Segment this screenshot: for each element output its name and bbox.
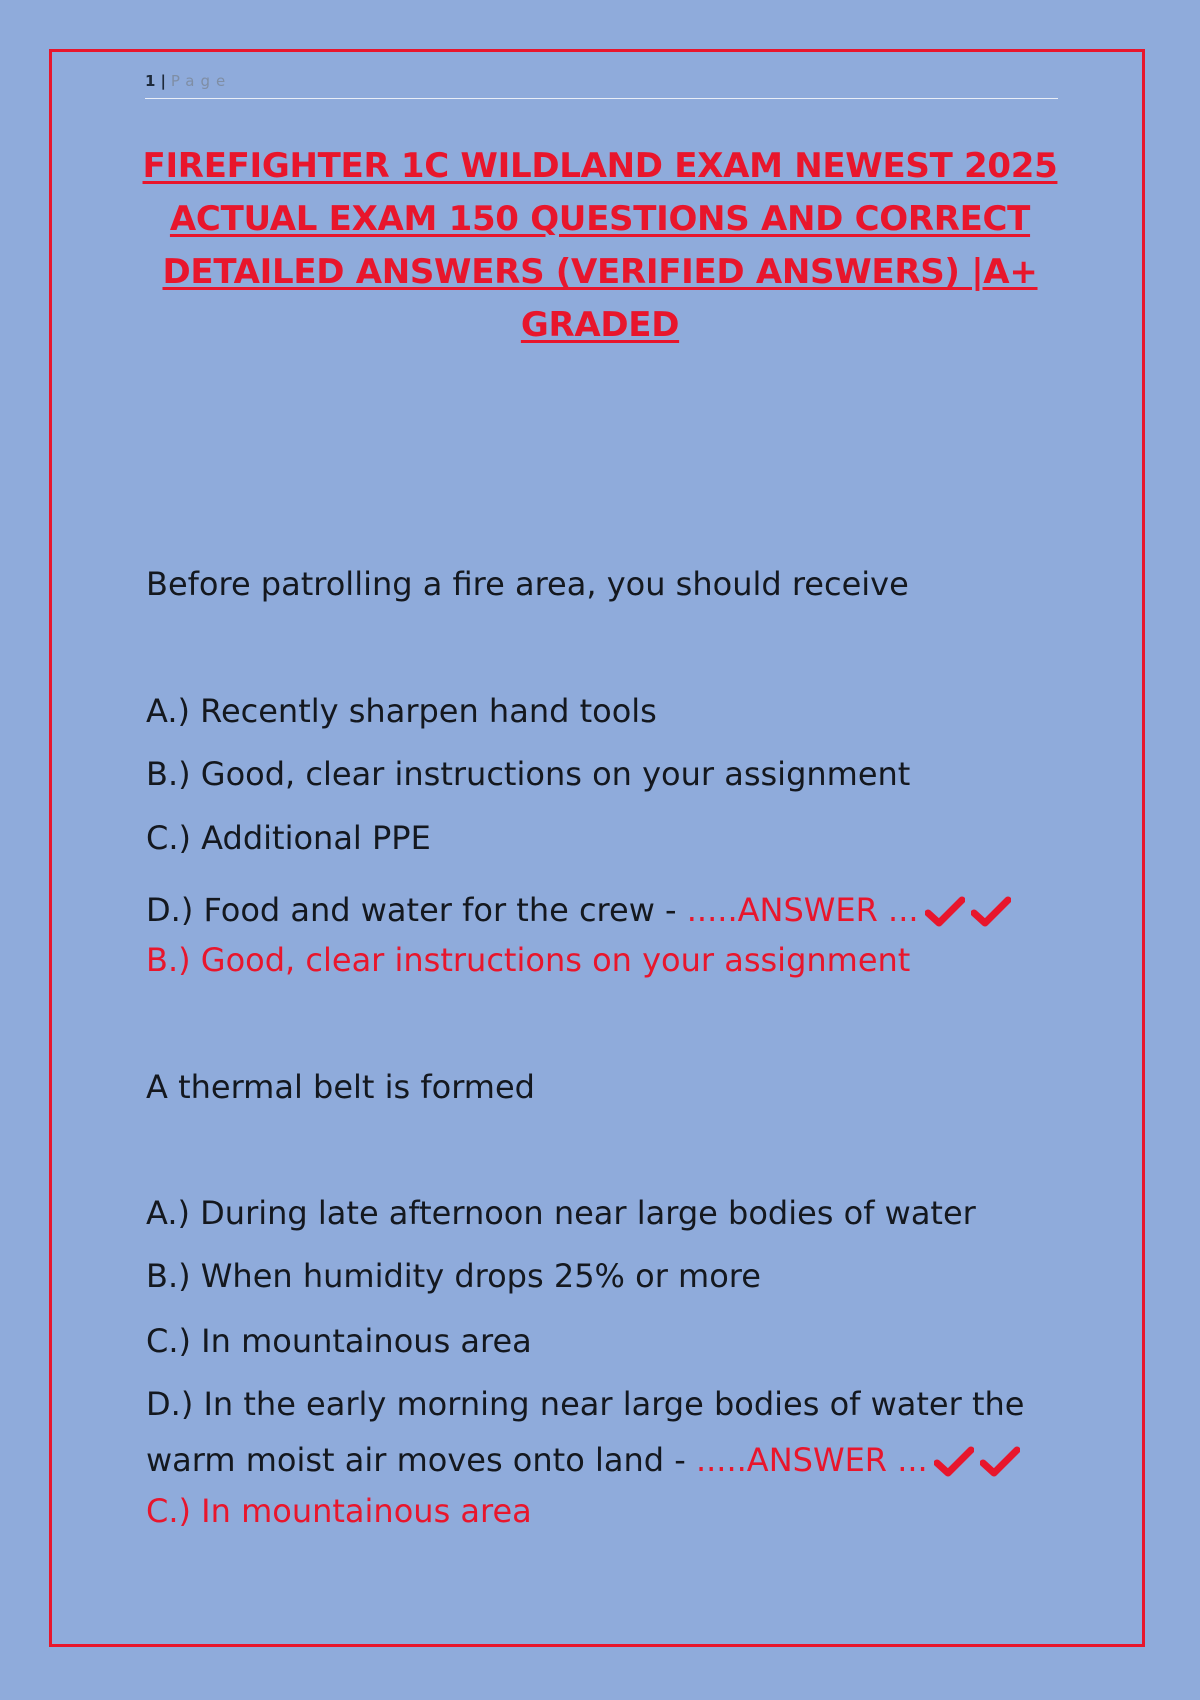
- question-2-option-a: A.) During late afternoon near large bodies of water: [146, 1194, 976, 1232]
- question-2-answer: C.) In mountainous area: [146, 1492, 532, 1530]
- title-line: GRADED: [520, 305, 680, 345]
- question-2-prompt: A thermal belt is formed: [146, 1068, 535, 1106]
- question-2-option-d-continued: [146, 1440, 1020, 1480]
- question-2-option-d-text: warm moist air moves onto land -: [146, 1441, 696, 1479]
- question-1-prompt: Before patrolling a fire area, you should receive: [146, 565, 909, 603]
- title-line: ACTUAL EXAM 150 QUESTIONS AND CORRECT: [169, 199, 1031, 239]
- page-label: Page: [170, 72, 232, 90]
- title-line: FIREFIGHTER 1C WILDLAND EXAM NEWEST 2025: [142, 146, 1058, 186]
- check-icon: [934, 1446, 974, 1478]
- question-1-option-b: B.) Good, clear instructions on your assignment: [146, 755, 911, 793]
- question-1-option-c: C.) Additional PPE: [146, 819, 431, 857]
- question-1-answer: B.) Good, clear instructions on your assignment: [146, 941, 911, 979]
- page-header: [145, 70, 1058, 99]
- question-2-option-b: B.) When humidity drops 25% or more: [146, 1257, 761, 1295]
- question-1-option-d: [146, 890, 1011, 930]
- check-icon: [980, 1446, 1020, 1478]
- document-title: [140, 140, 1060, 352]
- question-2-option-c: C.) In mountainous area: [146, 1322, 532, 1360]
- page-separator: |: [160, 72, 167, 90]
- question-1-option-a: A.) Recently sharpen hand tools: [146, 692, 657, 730]
- answer-marker: .....ANSWER ...: [695, 1441, 928, 1479]
- page-number: 1: [145, 72, 157, 90]
- title-line: DETAILED ANSWERS (VERIFIED ANSWERS) |A+: [162, 252, 1038, 292]
- question-2-option-d: D.) In the early morning near large bodies of water the: [146, 1385, 1025, 1423]
- answer-marker: .....ANSWER ...: [686, 891, 919, 929]
- question-1-option-d-text: D.) Food and water for the crew -: [146, 891, 687, 929]
- check-icon: [971, 896, 1011, 928]
- check-icon: [925, 896, 965, 928]
